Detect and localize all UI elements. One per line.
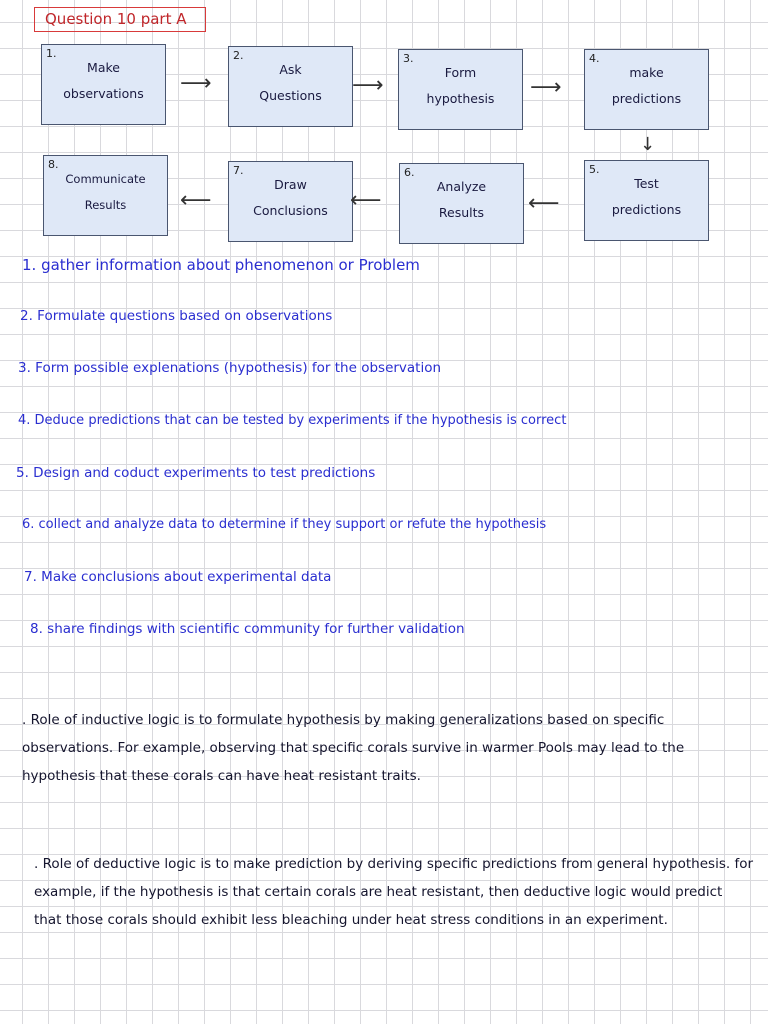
step-note-7: 7. Make conclusions about experimental data [24,569,332,585]
step-number: 1. [46,47,57,60]
arrow-right-icon: ⟶ [352,73,384,98]
step-label: Analyze Results [436,179,487,220]
step-note-5: 5. Design and coduct experiments to test predictions [16,465,376,481]
step-number: 3. [403,52,414,65]
arrow-left-icon: ⟵ [528,191,560,216]
question-title: Question 10 part A [34,7,206,32]
arrow-down-icon: ↓ [640,134,656,155]
arrow-right-icon: ⟶ [180,71,212,96]
step-label: Test predictions [611,176,682,217]
step-ask-questions [228,46,353,127]
arrow-left-icon: ⟵ [350,188,382,213]
step-number: 8. [48,158,59,171]
step-number: 2. [233,49,244,62]
step-form-hypothesis [398,49,523,130]
step-note-6: 6. collect and analyze data to determine if they support or refute the hypothesis [22,517,547,532]
step-label: Form hypothesis [426,65,495,106]
arrow-left-icon: ⟵ [180,188,212,213]
step-note-1: 1. gather information about phenomenon or Problem [22,256,420,274]
step-label: Communicate Results [65,172,146,212]
step-number: 4. [589,52,600,65]
arrow-right-icon: ⟶ [530,75,562,100]
step-label: Ask Questions [259,62,322,103]
step-note-8: 8. share findings with scientific community for further validation [30,621,465,637]
step-label: make predictions [611,65,682,106]
step-label: Make observations [63,60,144,101]
deductive-logic-paragraph: . Role of deductive logic is to make prediction by deriving specific predictions from general hypothesis. for example, if the hypothesis is that certain corals are heat resistant, then deductive logic would predict that those corals should exhibit less bleaching under heat stress conditions in an experiment. [34,856,754,928]
step-note-3: 3. Form possible explenations (hypothesis) for the observation [18,360,442,376]
step-label: Draw Conclusions [253,177,328,218]
step-note-2: 2. Formulate questions based on observations [20,308,333,324]
step-note-4: 4. Deduce predictions that can be tested by experiments if the hypothesis is correct [18,413,567,428]
step-number: 7. [233,164,244,177]
step-make-observations [41,44,166,125]
step-number: 6. [404,166,415,179]
step-analyze-results [399,163,524,244]
step-number: 5. [589,163,600,176]
inductive-logic-paragraph: . Role of inductive logic is to formulate hypothesis by making generalizations based on specific observations. For example, observing that specific corals survive in warmer Pools may lead to the hypothesis that these corals can have heat resistant traits. [22,712,685,784]
step-draw-conclusions [228,161,353,242]
step-communicate-results [43,155,168,236]
step-make-predictions [584,49,709,130]
step-test-predictions [584,160,709,241]
